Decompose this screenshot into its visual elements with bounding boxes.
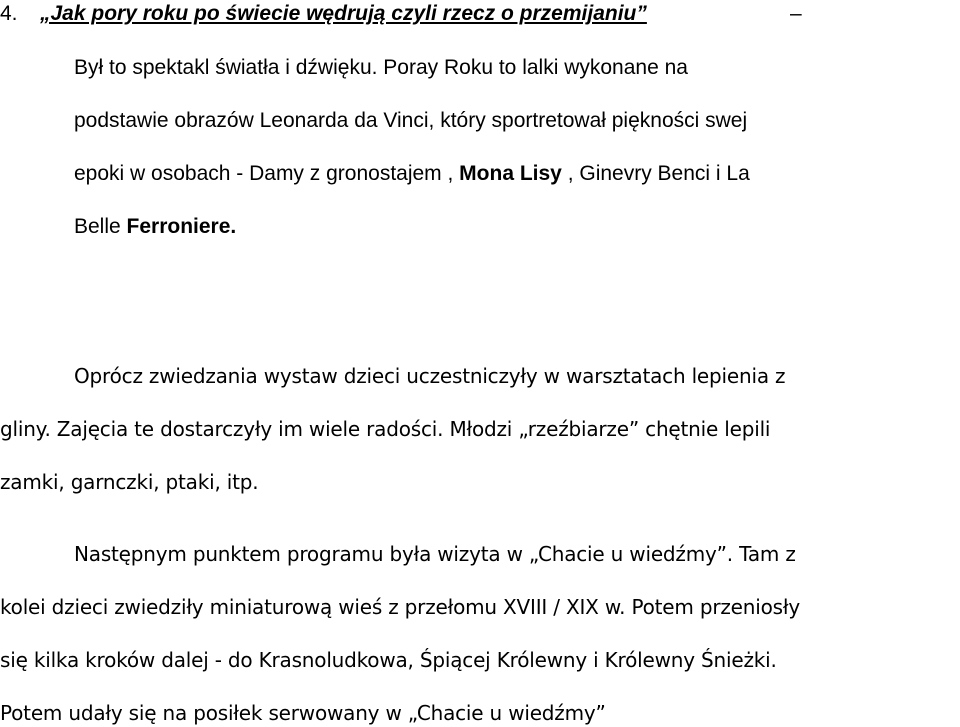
para3-line4: Potem udały się na posiłek serwowany w „Chacie u wiedźmy” <box>0 701 606 725</box>
section-number: 4. <box>0 2 18 25</box>
para2-line1: Oprócz zwiedzania wystaw dzieci uczestniczyły w warsztatach lepienia z <box>74 364 786 388</box>
para1-line1: Był to spektakl światła i dźwięku. Poray Roku to lalki wykonane na <box>74 56 688 79</box>
para3-line3: się kilka kroków dalej - do Krasnoludkowa, Śpiącej Królewny i Królewny Śnieżki. <box>0 648 777 672</box>
para1-line3-text-a: epoki w osobach - Damy z gronostajem , <box>74 162 460 185</box>
para1-line4-text-a: Belle <box>74 215 127 238</box>
para2-line2: gliny. Zajęcia te dostarczyły im wiele radości. Młodzi „rzeźbiarze” chętnie lepili <box>0 417 771 441</box>
section-title: „Jak pory roku po świecie wędrują czyli rzecz o przemijaniu” <box>40 2 647 25</box>
para1-line3-text-c: , Ginevry Benci i La <box>561 162 750 185</box>
ferroniere-bold: Ferroniere. <box>126 215 237 238</box>
para2-line3: zamki, garnczki, ptaki, itp. <box>0 470 259 494</box>
para3-line1: Następnym punktem programu była wizyta w „Chacie u wiedźmy”. Tam z <box>74 542 796 566</box>
para1-line4 <box>74 213 236 241</box>
para1-line3 <box>74 160 750 188</box>
mona-lisa-bold: Mona Lisy <box>459 162 562 185</box>
para1-line2: podstawie obrazów Leonarda da Vinci, który sportretował piękności swej <box>74 109 748 132</box>
para3-line2: kolei dzieci zwiedziły miniaturową wieś z przełomu XVIII / XIX w. Potem przeniosły <box>0 595 800 619</box>
title-dash: – <box>790 2 802 25</box>
